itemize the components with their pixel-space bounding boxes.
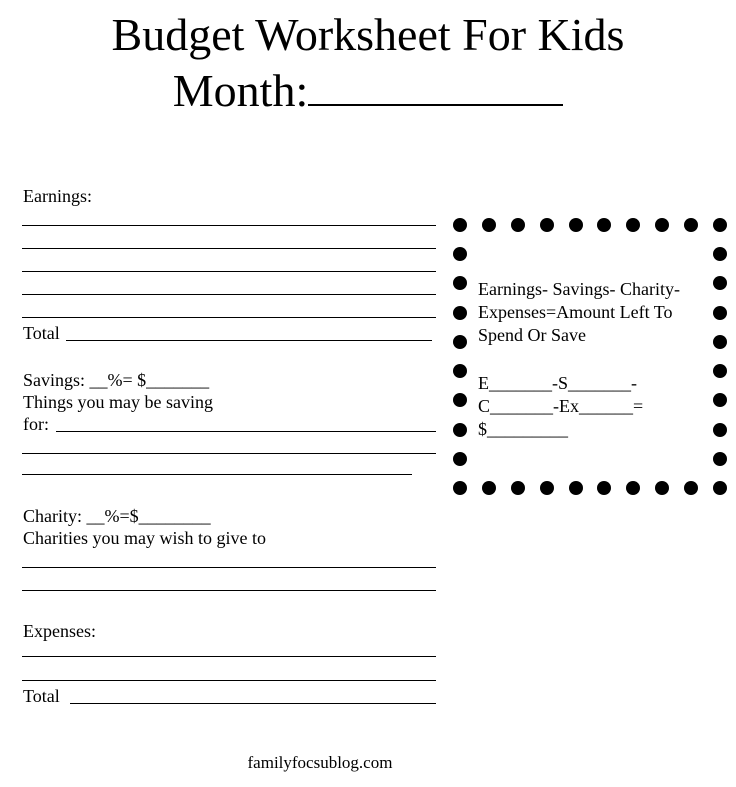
border-dot bbox=[684, 481, 698, 495]
border-dot bbox=[713, 393, 727, 407]
charity-line-1[interactable] bbox=[22, 567, 436, 568]
charity-prompt: Charities you may wish to give to bbox=[23, 528, 266, 548]
charity-label: Charity: __%=$________ bbox=[23, 506, 211, 526]
border-dot bbox=[655, 481, 669, 495]
border-dot bbox=[713, 364, 727, 378]
month-label: Month: bbox=[172, 65, 309, 116]
border-dot bbox=[655, 218, 669, 232]
earnings-total-label: Total bbox=[23, 323, 60, 343]
border-dot bbox=[684, 218, 698, 232]
border-dot bbox=[453, 247, 467, 261]
calc-line-3: $_________ bbox=[478, 419, 568, 439]
expenses-label: Expenses: bbox=[23, 621, 96, 641]
savings-line-3[interactable] bbox=[22, 474, 412, 475]
border-dot bbox=[482, 218, 496, 232]
border-dot bbox=[713, 452, 727, 466]
border-dot bbox=[713, 423, 727, 437]
earnings-line-5[interactable] bbox=[22, 317, 436, 318]
expenses-line-1[interactable] bbox=[22, 656, 436, 657]
border-dot bbox=[453, 452, 467, 466]
formula-line-3: Spend Or Save bbox=[478, 325, 586, 345]
earnings-total-line[interactable] bbox=[66, 340, 432, 341]
border-dot bbox=[597, 481, 611, 495]
savings-prompt-for: for: bbox=[23, 414, 49, 434]
expenses-total-label: Total bbox=[23, 686, 60, 706]
border-dot bbox=[569, 218, 583, 232]
border-dot bbox=[540, 218, 554, 232]
border-dot bbox=[453, 364, 467, 378]
border-dot bbox=[713, 247, 727, 261]
earnings-line-3[interactable] bbox=[22, 271, 436, 272]
savings-prompt: Things you may be saving bbox=[23, 392, 213, 412]
expenses-line-2[interactable] bbox=[22, 680, 436, 681]
border-dot bbox=[597, 218, 611, 232]
border-dot bbox=[713, 335, 727, 349]
border-dot bbox=[453, 481, 467, 495]
earnings-line-2[interactable] bbox=[22, 248, 436, 249]
border-dot bbox=[453, 276, 467, 290]
calc-line-2: C_______-Ex______= bbox=[478, 396, 644, 416]
charity-line-2[interactable] bbox=[22, 590, 436, 591]
border-dot bbox=[453, 306, 467, 320]
savings-line-1[interactable] bbox=[56, 431, 436, 432]
border-dot bbox=[713, 306, 727, 320]
footer-site: familyfocsublog.com bbox=[247, 753, 393, 772]
border-dot bbox=[713, 218, 727, 232]
border-dot bbox=[453, 335, 467, 349]
earnings-label: Earnings: bbox=[23, 186, 92, 206]
page-title: Budget Worksheet For Kids bbox=[111, 9, 625, 60]
formula-line-1: Earnings- Savings- Charity- bbox=[478, 279, 680, 299]
month-blank[interactable] bbox=[308, 104, 563, 106]
border-dot bbox=[569, 481, 583, 495]
savings-label: Savings: __%= $_______ bbox=[23, 370, 210, 390]
border-dot bbox=[713, 481, 727, 495]
border-dot bbox=[482, 481, 496, 495]
earnings-line-4[interactable] bbox=[22, 294, 436, 295]
border-dot bbox=[540, 481, 554, 495]
border-dot bbox=[626, 481, 640, 495]
expenses-total-line[interactable] bbox=[70, 703, 436, 704]
border-dot bbox=[626, 218, 640, 232]
border-dot bbox=[453, 218, 467, 232]
border-dot bbox=[713, 276, 727, 290]
border-dot bbox=[453, 423, 467, 437]
border-dot bbox=[453, 393, 467, 407]
border-dot bbox=[511, 218, 525, 232]
calc-line-1: E_______-S_______- bbox=[478, 373, 637, 393]
formula-line-2: Expenses=Amount Left To bbox=[478, 302, 673, 322]
month-heading bbox=[0, 66, 736, 116]
savings-line-2[interactable] bbox=[22, 453, 436, 454]
earnings-line-1[interactable] bbox=[22, 225, 436, 226]
border-dot bbox=[511, 481, 525, 495]
